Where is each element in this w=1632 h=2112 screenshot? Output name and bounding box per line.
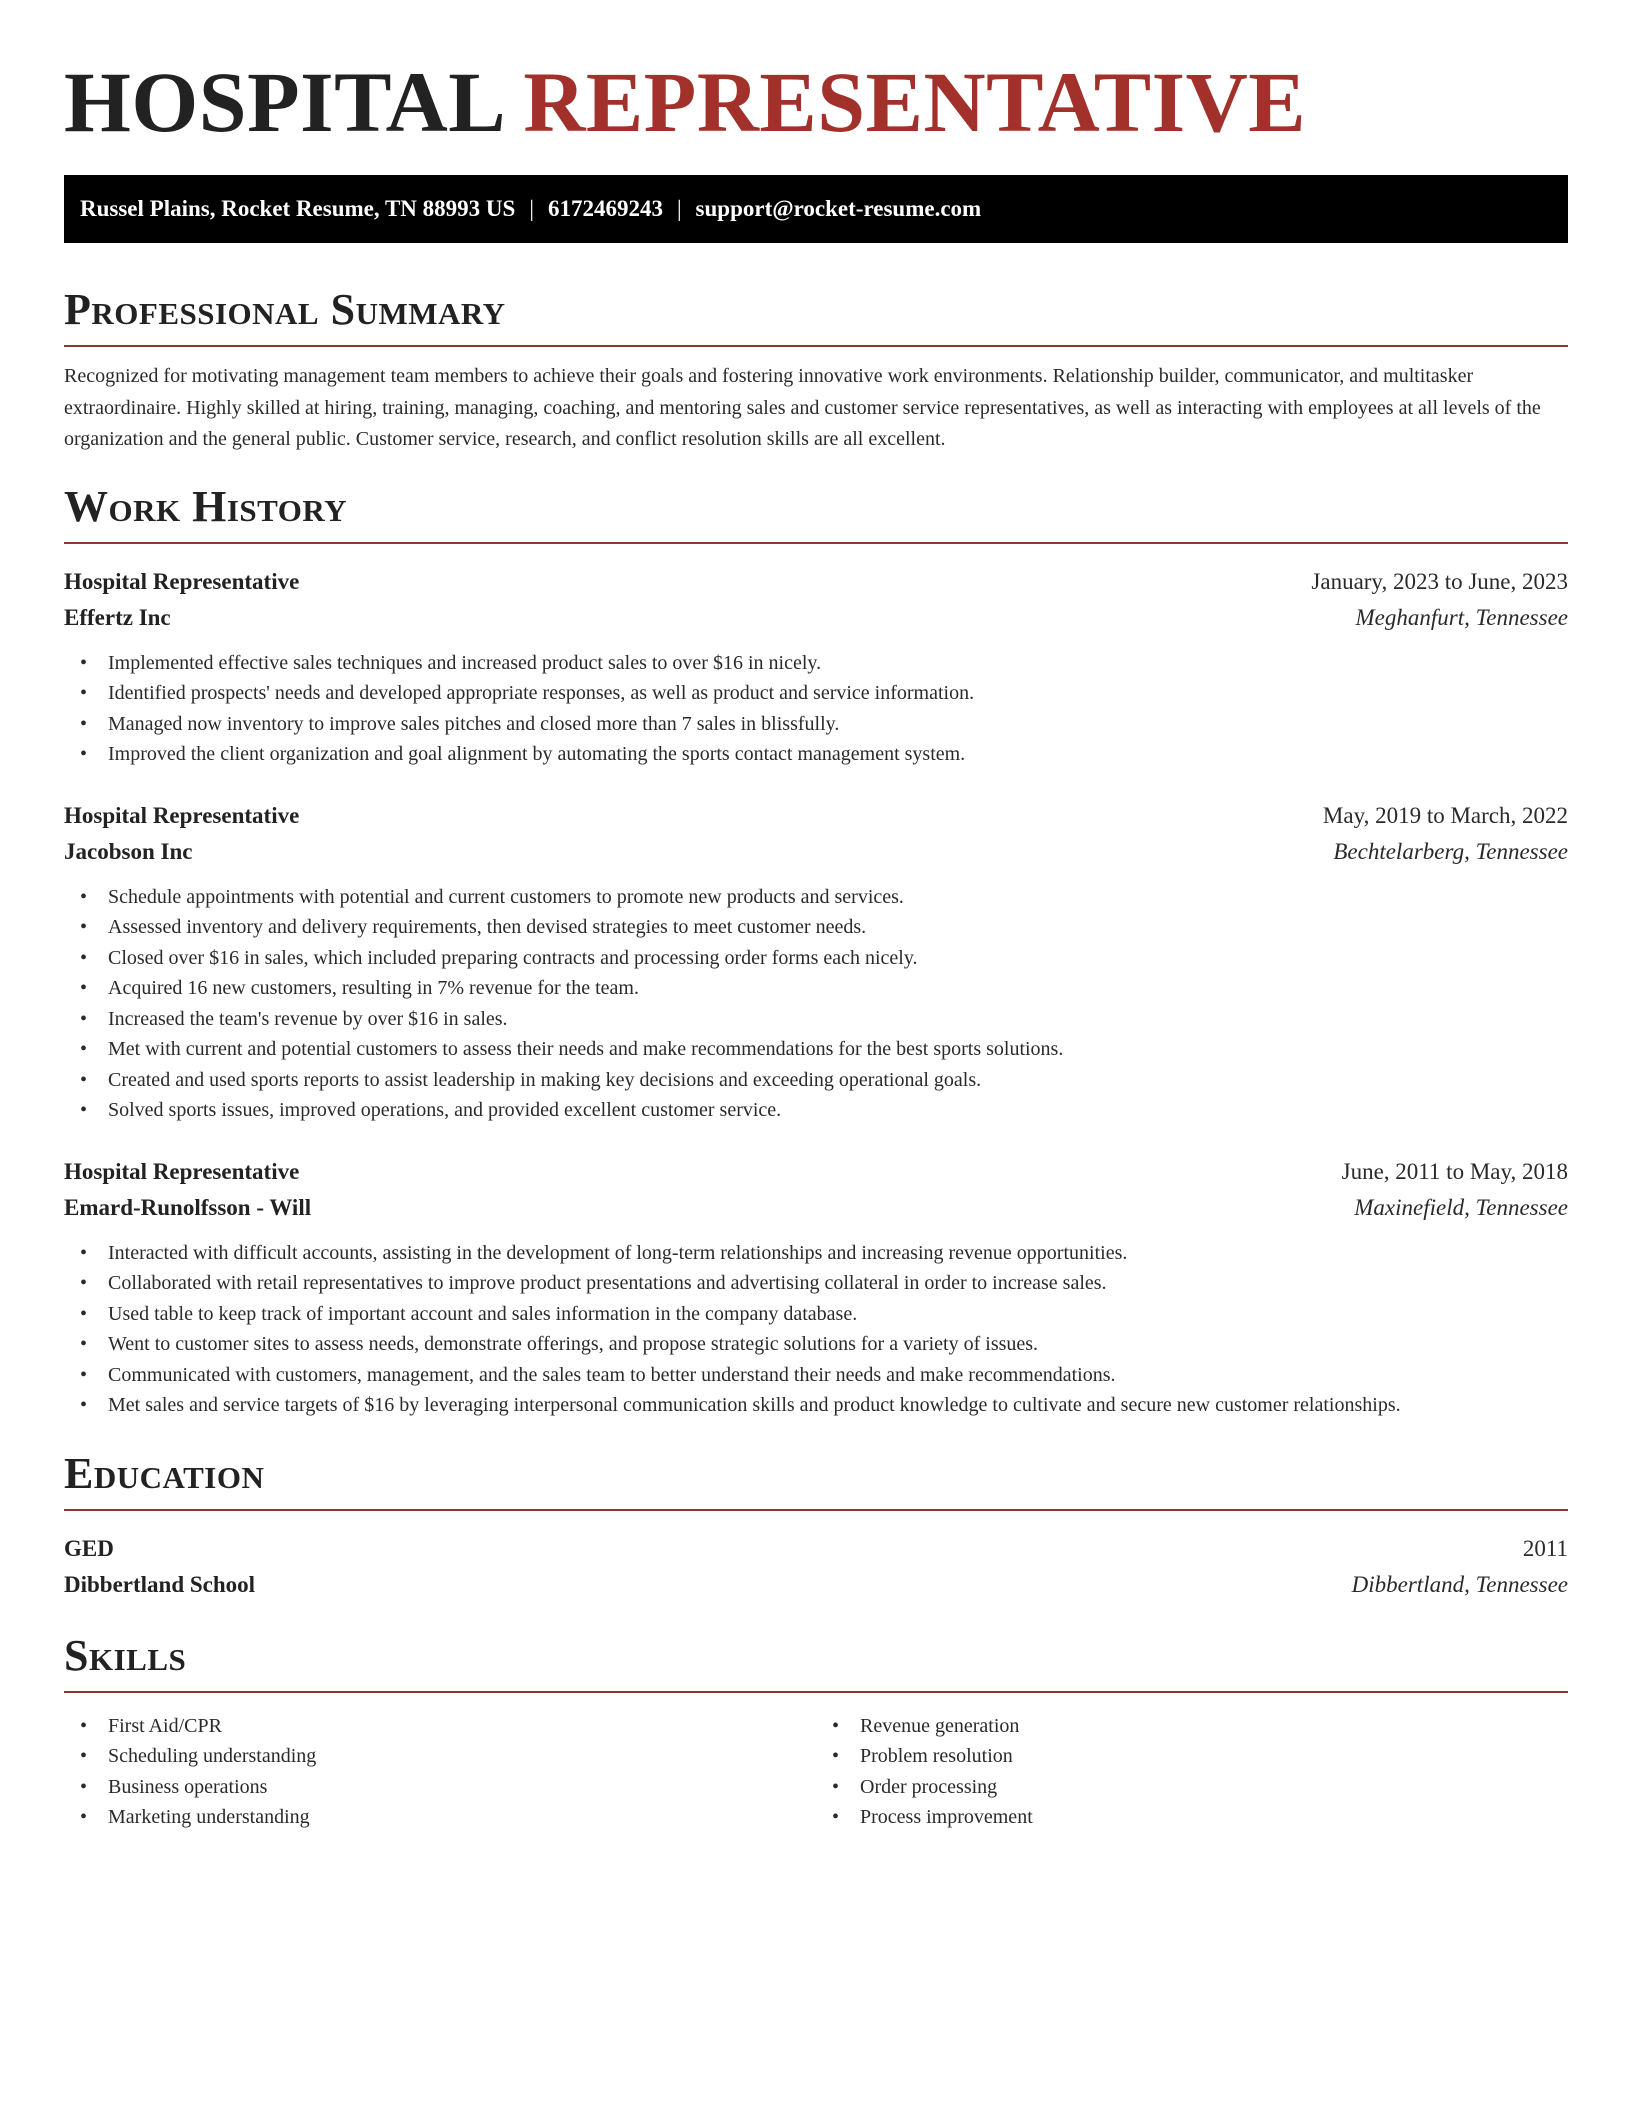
title-part-2: REPRESENTATIVE — [523, 54, 1307, 150]
job-title-row — [64, 564, 1568, 600]
skills-column-left — [64, 1711, 816, 1833]
job-dates: June, 2011 to May, 2018 — [1341, 1158, 1568, 1184]
job-company-row — [64, 600, 1568, 636]
job-bullet: • Met with current and potential customers to assess their needs and make recommendations for the best sports solutions. — [80, 1034, 1568, 1065]
job-location: Bechtelarberg, Tennessee — [1333, 838, 1568, 864]
education-row-2 — [64, 1567, 1568, 1603]
job-bullet: • Collaborated with retail representatives to improve product presentations and advertising collateral in order to increase sales. — [80, 1268, 1568, 1299]
education-degree: GED — [64, 1535, 114, 1561]
skill-item: • Revenue generation — [832, 1711, 1568, 1742]
education-location: Dibbertland, Tennessee — [1351, 1571, 1568, 1597]
skill-item: • Marketing understanding — [80, 1802, 816, 1833]
job-bullet-list — [64, 882, 1568, 1126]
summary-text: Recognized for motivating management team members to achieve their goals and fostering innovative work environments. Relationship builder, communicator, and multitasker extraordinaire. Highly skilled at hiring, training, managing, coaching, and mentoring sales and customer service representatives, as well as interacting with employees at all levels of the organization and the general public. Customer service, research, and conflict resolution skills are all excellent. — [64, 365, 1541, 450]
job-entry — [64, 1154, 1568, 1421]
skill-item: • First Aid/CPR — [80, 1711, 816, 1742]
job-bullet: • Implemented effective sales techniques and increased product sales to over $16 in nicely. — [80, 648, 1568, 679]
job-company: Jacobson Inc — [64, 838, 193, 864]
contact-separator: | — [529, 196, 534, 221]
work-history-list — [64, 564, 1568, 1421]
resume-title — [64, 0, 1568, 172]
section-heading-skills: Skills — [64, 1631, 1568, 1693]
job-bullet: • Created and used sports reports to assist leadership in making key decisions and exceeding operational goals. — [80, 1065, 1568, 1096]
job-dates: May, 2019 to March, 2022 — [1322, 802, 1568, 828]
education-row-1 — [64, 1531, 1568, 1567]
contact-phone: 6172469243 — [547, 196, 663, 221]
skills-grid — [64, 1711, 1568, 1833]
job-bullet: • Managed now inventory to improve sales pitches and closed more than 7 sales in blissfully. — [80, 709, 1568, 740]
job-location: Maxinefield, Tennessee — [1354, 1194, 1568, 1220]
job-company-row — [64, 1190, 1568, 1226]
contact-email: support@rocket-resume.com — [695, 196, 982, 221]
job-title-row — [64, 798, 1568, 834]
section-heading-work-history: Work History — [64, 482, 1568, 544]
job-bullet: • Improved the client organization and goal alignment by automating the sports contact management system. — [80, 739, 1568, 770]
job-bullet: • Communicated with customers, management, and the sales team to better understand their needs and make recommendations. — [80, 1360, 1568, 1391]
job-bullet: • Closed over $16 in sales, which included preparing contracts and processing order forms each nicely. — [80, 943, 1568, 974]
skill-item: • Order processing — [832, 1772, 1568, 1803]
job-entry — [64, 798, 1568, 1126]
education-entry — [64, 1531, 1568, 1603]
job-bullet: • Increased the team's revenue by over $16 in sales. — [80, 1004, 1568, 1035]
job-bullet: • Interacted with difficult accounts, assisting in the development of long-term relationships and increasing revenue opportunities. — [80, 1238, 1568, 1269]
job-bullet: • Acquired 16 new customers, resulting in 7% revenue for the team. — [80, 973, 1568, 1004]
job-company: Effertz Inc — [64, 604, 171, 630]
job-title: Hospital Representative — [64, 568, 300, 594]
section-heading-summary: Professional Summary — [64, 285, 1568, 347]
skills-column-right — [816, 1711, 1568, 1833]
job-company-row — [64, 834, 1568, 870]
job-bullet: • Met sales and service targets of $16 by leveraging interpersonal communication skills and product knowledge to cultivate and secure new customer relationships. — [80, 1390, 1568, 1421]
job-title: Hospital Representative — [64, 1158, 300, 1184]
job-dates: January, 2023 to June, 2023 — [1311, 568, 1568, 594]
contact-separator: | — [676, 196, 682, 221]
contact-address: Russel Plains, Rocket Resume, TN 88993 US — [80, 196, 516, 221]
contact-bar — [64, 175, 1568, 243]
job-title-row — [64, 1154, 1568, 1190]
job-bullet-list — [64, 648, 1568, 770]
job-bullet: • Identified prospects' needs and developed appropriate responses, as well as product and service information. — [80, 678, 1568, 709]
job-bullet: • Used table to keep track of important account and sales information in the company database. — [80, 1299, 1568, 1330]
job-company: Emard-Runolfsson - Will — [64, 1194, 312, 1220]
section-heading-education: Education — [64, 1449, 1568, 1511]
job-title: Hospital Representative — [64, 802, 300, 828]
job-location: Meghanfurt, Tennessee — [1355, 604, 1568, 630]
education-year: 2011 — [1522, 1535, 1568, 1561]
job-bullet: • Solved sports issues, improved operations, and provided excellent customer service. — [80, 1095, 1568, 1126]
job-bullet: • Went to customer sites to assess needs, demonstrate offerings, and propose strategic solutions for a variety of issues. — [80, 1329, 1568, 1360]
skill-item: • Problem resolution — [832, 1741, 1568, 1772]
job-entry — [64, 564, 1568, 770]
skill-item: • Scheduling understanding — [80, 1741, 816, 1772]
education-school: Dibbertland School — [64, 1571, 256, 1597]
skill-item: • Business operations — [80, 1772, 816, 1803]
job-bullet-list — [64, 1238, 1568, 1421]
job-bullet: • Schedule appointments with potential and current customers to promote new products and services. — [80, 882, 1568, 913]
title-part-1: HOSPITAL — [64, 54, 502, 150]
skill-item: • Process improvement — [832, 1802, 1568, 1833]
job-bullet: • Assessed inventory and delivery requirements, then devised strategies to meet customer needs. — [80, 912, 1568, 943]
